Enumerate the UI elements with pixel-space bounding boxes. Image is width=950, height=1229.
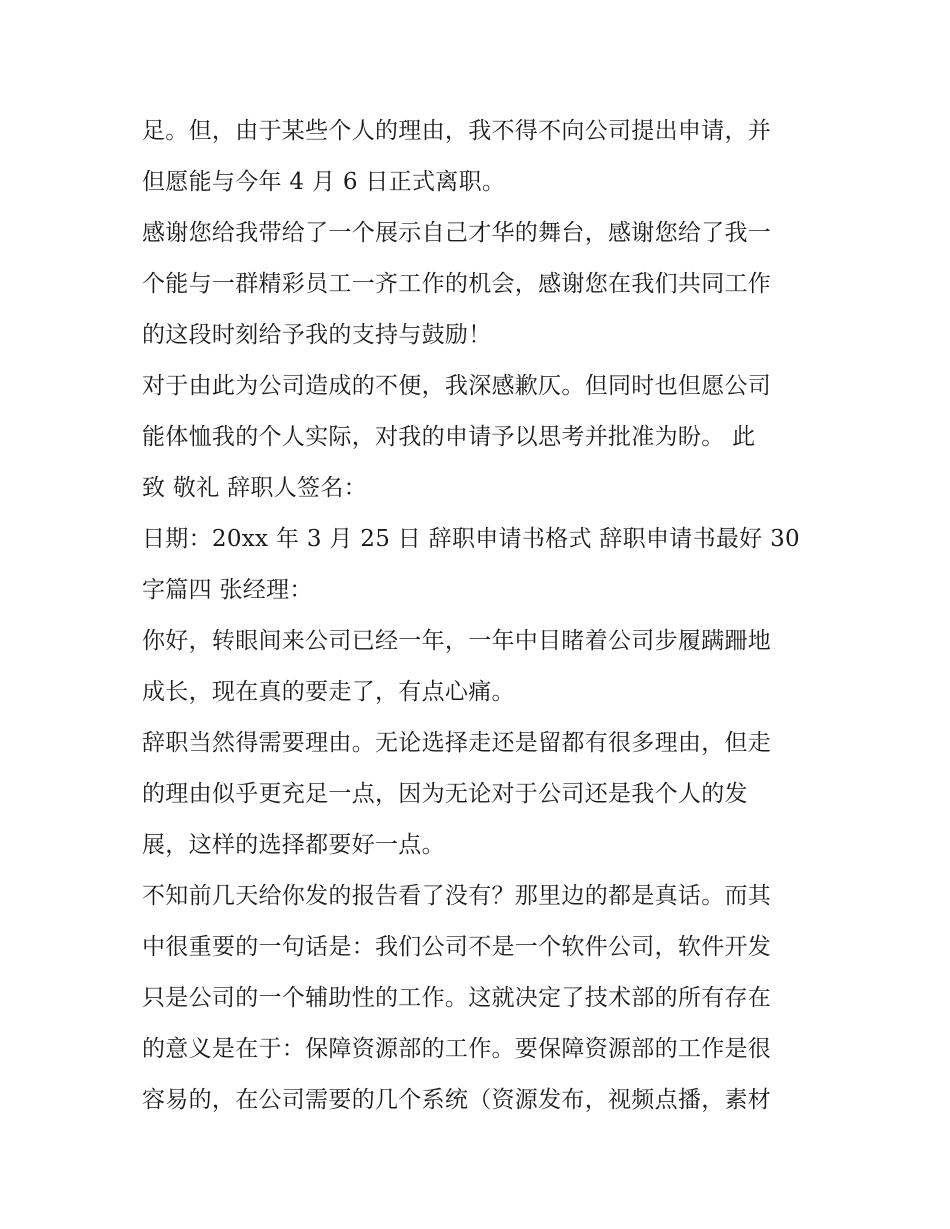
text-line: 但愿能与今年 4 月 6 日正式离职。: [142, 169, 506, 195]
text-line: 成长，现在真的要走了，有点心痛。: [142, 679, 515, 705]
text-line: 中很重要的一句话是：我们公司不是一个软件公司，软件开发: [142, 934, 772, 960]
text-line: 字篇四 张经理：: [142, 577, 313, 603]
text-line: 的这段时刻给予我的支持与鼓励！: [142, 322, 492, 348]
text-line: 致 敬礼 辞职人签名：: [142, 475, 367, 501]
text-line: 能体恤我的个人实际，对我的申请予以思考并批准为盼。 此: [142, 424, 756, 450]
text-line: 不知前几天给你发的报告看了没有？那里边的都是真话。而其: [142, 883, 772, 909]
text-line: 的意义是在于：保障资源部的工作。要保障资源部的工作是很: [142, 1036, 772, 1062]
text-line: 容易的，在公司需要的几个系统（资源发布，视频点播，素材: [142, 1087, 772, 1113]
text-line: 你好，转眼间来公司已经一年，一年中目睹着公司步履蹒跚地: [142, 628, 772, 654]
text-line: 对于由此为公司造成的不便，我深感歉仄。但同时也但愿公司: [142, 373, 772, 399]
text-line: 只是公司的一个辅助性的工作。这就决定了技术部的所有存在: [142, 985, 772, 1011]
text-line: 个能与一群精彩员工一齐工作的机会，感谢您在我们共同工作: [142, 271, 772, 297]
text-line: 的理由似乎更充足一点，因为无论对于公司还是我个人的发: [142, 781, 748, 807]
text-line: 日期：20xx 年 3 月 25 日 辞职申请书格式 辞职申请书最好 30: [142, 526, 800, 552]
text-line: 辞职当然得需要理由。无论选择走还是留都有很多理由，但走: [142, 730, 772, 756]
text-line: 感谢您给我带给了一个展示自己才华的舞台，感谢您给了我一: [142, 220, 772, 246]
text-line: 足。但，由于某些个人的理由，我不得不向公司提出申请，并: [142, 118, 772, 144]
letter-body: [142, 106, 814, 1126]
text-line: 展，这样的选择都要好一点。: [142, 832, 445, 858]
